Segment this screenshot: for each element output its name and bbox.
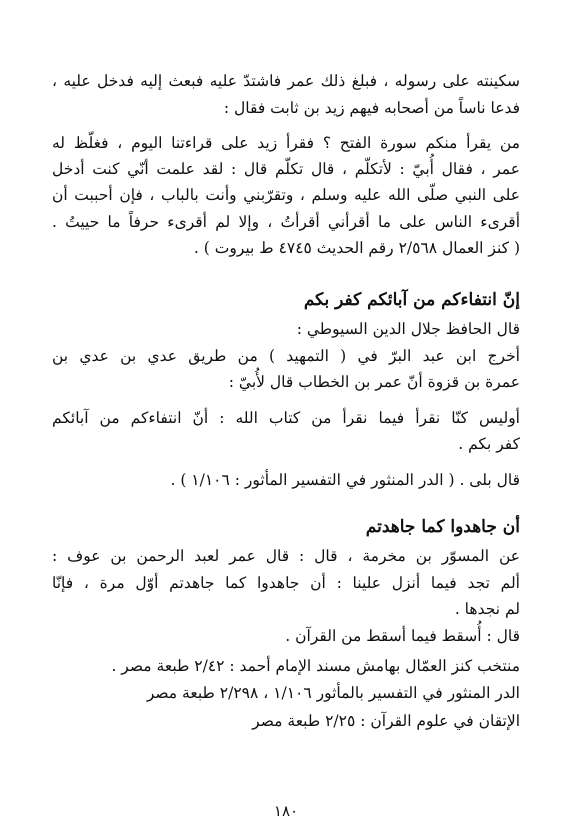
section2-line-3: لم نجدها . <box>454 600 520 618</box>
section1-line-1: قال الحافظ جلال الدين السيوطي : <box>296 320 520 338</box>
para1-line-1: سكينته على رسوله ، فبلغ ذلك عمر فاشتدّ عليه فبعث إليه فدخل عليه ، <box>52 72 520 90</box>
reference-line-3: الإتقان في علوم القرآن : ٢/٢٥ طبعة مصر <box>252 712 520 730</box>
section1-line-5: كفر بكم . <box>458 435 520 453</box>
section1-heading: إنّ انتفاءكم من آبائكم كفر بكم <box>303 290 520 310</box>
reference-line-1: منتخب كنز العمّال بهامش مسند الإمام أحمد : ٢/٤٢ طبعة مصر . <box>111 657 520 675</box>
document-page <box>52 60 520 820</box>
section1-line-4: أوليس كنّا نقرأ فيما نقرأ من كتاب الله : أنّ انتفاءكم من آبائكم <box>52 409 520 427</box>
section1-line-2: أخرج ابن عبد البرّ في ( التمهيد ) من طريق عدي بن عدي بن <box>52 347 520 365</box>
page-number: ١٨٠ <box>273 802 299 820</box>
section2-line-4: قال : أُسقط فيما أسقط من القرآن . <box>285 627 520 645</box>
para2-line-4: أقرىء الناس على ما أقرأني أقرأتُ ، وإلا لم أقرىء حرفاً ما حييتُ . <box>52 213 520 231</box>
section1-line-3: عمرة بن قزوة أنّ عمر بن الخطاب قال لأُبيّ : <box>228 373 520 391</box>
para2-line-2: عمر ، فقال أُبيّ : لأتكلّم ، قال تكلّم قال : لقد علمت أنّي كنت أدخل <box>52 160 520 178</box>
para2-line-3: على النبي صلّى الله عليه وسلم ، وتقرّبني وأنت بالباب ، فإن أحببت أن <box>52 186 520 204</box>
citation-line: ( كنز العمال ٢/٥٦٨ رقم الحديث ٤٧٤٥ ط بيروت ) . <box>193 239 520 257</box>
section2-line-1: عن المسوّر بن مخرمة ، قال : قال عمر لعبد الرحمن بن عوف : <box>52 547 520 565</box>
para2-line-1: من يقرأ منكم سورة الفتح ؟ فقرأ زيد على قراءتنا اليوم ، فغلّظ له <box>52 134 520 152</box>
section2-heading: أن جاهدوا كما جاهدتم <box>365 517 520 537</box>
section2-line-2: ألم تجد فيما أنزل علينا : أن جاهدوا كما جاهدتم أوّل مرة ، فإنّا <box>52 574 520 592</box>
para1-line-2: فدعا ناساً من أصحابه فيهم زيد بن ثابت فقال : <box>223 99 520 117</box>
reference-line-2: الدر المنثور في التفسير بالمأثور ١/١٠٦ ، ٢/٢٩٨ طبعة مصر <box>146 684 520 702</box>
section1-line-6: قال بلى . ( الدر المنثور في التفسير المأثور : ١/١٠٦ ) . <box>170 471 520 489</box>
